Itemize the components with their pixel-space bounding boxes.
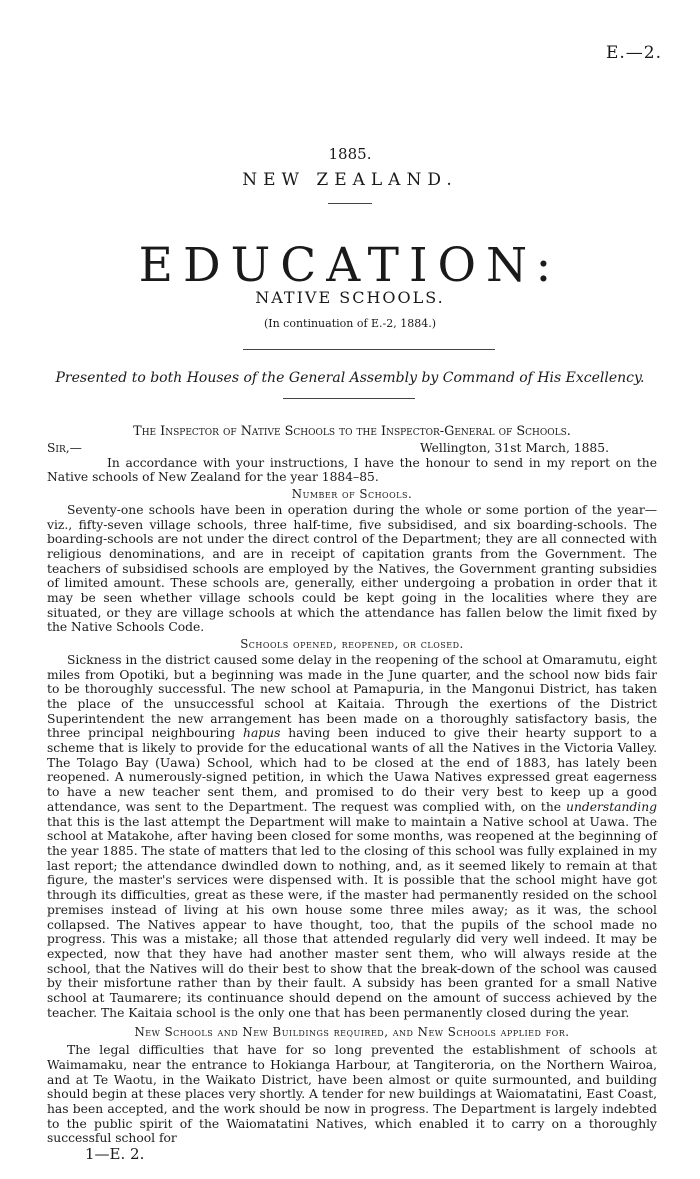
dateline: Wellington, 31st March, 1885. <box>419 441 609 455</box>
presented-line: Presented to both Houses of the General Assembly by Command of His Excellency. <box>55 370 645 386</box>
opening-paragraph: In accordance with your instructions, I have the honour to send in my report on the Native schools of New Zealand for the year 1884–85. <box>47 455 657 485</box>
year: 1885. <box>328 145 372 163</box>
heading-number-of-schools: Number of Schools. <box>291 487 413 502</box>
letter-address: The Inspector of Native Schools to the Inspector-General of Schools. <box>133 424 571 439</box>
paragraph-number-of-schools: Seventy-one schools have been in operation during the whole or some portion of the year—viz., fifty-seven village schools, three half-time, five subsidised, and six boarding-schools. The boarding-schools are not under the direct control of the Department; they are all connected with religious denominations, and are in receipt of capitation grants from the Government. The teachers of subsidised schools are employed by the Natives, the Government granting subsidies of limited amount. These schools are, generally, either undergoing a probation in order that it may be seen whether village schools could be kept going in the localities where they are situated, or they are village schools at which the attendance has fallen below the limit fixed by the Native Schools Code. <box>47 502 657 635</box>
schools-opened-text-3: that this is the last attempt the Department will make to maintain a Native school at Uawa. The school at Matakohe, after having been closed for some months, was reopened at the beginning of the year 1885. The state of matters that led to the closing of this school was fully explained in my last report; the attendance dwindled down to nothing, and, as it seemed likely to remain at that figure, the master's services were dispensed with. It is possible that the school might have got through its difficulties, great as these were, if the master had permanently resided on the school premises instead of living at his own house some three miles away; as it was, the school collapsed. The Natives appear to have thought, too, that the pupils of the school made no progress. This was a mistake; all those that attended regularly did very well indeed. It may be expected, now that they have had another master sent them, who will always reside at the school, that the Natives will do their best to show that the break-down of the school was caused by their misfortune rather than by their fault. A subsidy has been granted for a small Native school at Taumarere; its continuance should depend on the amount of success achieved by the teacher. The Kaitaia school is the only one that has been permanently closed during the year. <box>47 814 657 1020</box>
salutation: Sir,— <box>47 441 82 455</box>
page-signature: 1—E. 2. <box>85 1145 145 1164</box>
schools-opened-text-2: having been induced to give their hearty support to a scheme that is likely to provide for the educational wants of all the Natives in the Victoria Valley. The Tolago Bay (Uawa) School, which had to be closed at the end of 1883, has lately been reopened. A numerously-signed petition, in which the Uawa Natives expressed great eagerness to have a new teacher sent them, and promised to do their very best to keep up a good attendance, was sent to the Department. The request was complied with, on the <box>47 726 657 814</box>
paragraph-new-schools: The legal difficulties that have for so long prevented the establishment of schools at Waimamaku, near the entrance to Hokianga Harbour, at Tangiteroria, on the Northern Wairoa, and at Te Waotu, in the Waikato District, have been almost or quite surmounted, and building should begin at these places very shortly. A tender for new buildings at Waiomatatini, East Coast, has been accepted, and the work should be now in progress. The Department is largely indebted to the public spirit of the Waiomatatini Natives, which enabled it to carry on a thoroughly successful school for <box>47 1043 657 1146</box>
divider-short <box>328 203 372 204</box>
page-reference: E.—2. <box>605 43 662 63</box>
country-name: NEW ZEALAND. <box>242 170 458 190</box>
divider-mid <box>283 398 415 399</box>
report-body <box>47 424 657 1162</box>
paragraph-schools-opened <box>47 653 657 1021</box>
heading-schools-opened: Schools opened, reopened, or closed. <box>240 637 464 652</box>
divider-long <box>243 349 495 350</box>
heading-new-schools: New Schools and New Buildings required, and New Schools applied for. <box>134 1025 570 1040</box>
hapus-term: hapus <box>243 726 281 741</box>
salutation-line <box>47 441 657 456</box>
understanding-term: understanding <box>566 799 657 814</box>
sub-title: NATIVE SCHOOLS. <box>255 288 445 307</box>
main-title: EDUCATION: <box>138 238 562 293</box>
schools-opened-text-1: Sickness in the district caused some delay in the reopening of the school at Omaramutu, eight miles from Opotiki, but a beginning was made in the June quarter, and the school now bids fair to be thoroughly successful. The new school at Pamapuria, in the Mangonui District, has taken the place of the unsuccessful school at Kaitaia. Through the exertions of the District Superintendent the new arrangement has been made on a thoroughly satisfactory basis, the three principal neighbouring <box>47 652 657 741</box>
continuation-note: (In continuation of E.-2, 1884.) <box>263 317 437 330</box>
